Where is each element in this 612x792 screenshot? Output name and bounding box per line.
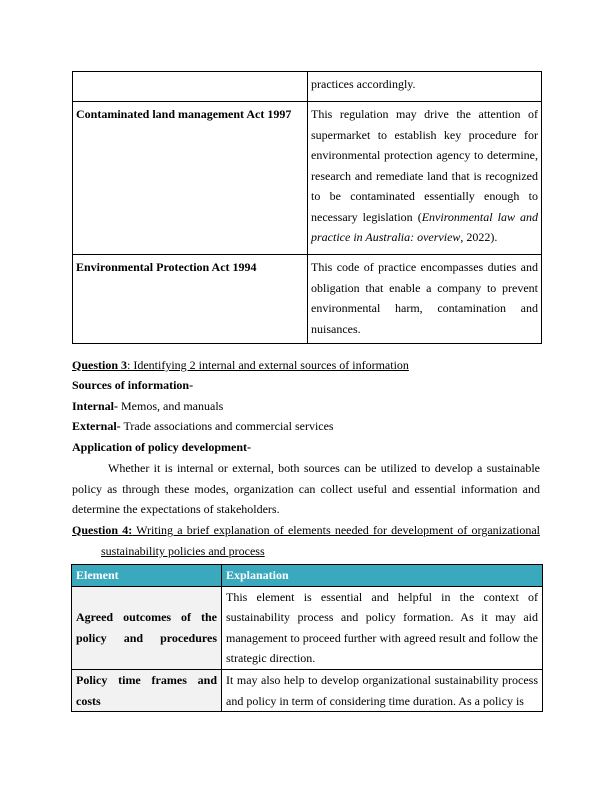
element-cell: Agreed outcomes of the policy and procedures [72,586,222,669]
question-title: Writing a brief explanation of elements needed for development of organizational [132,523,540,537]
question-title: : Identifying 2 internal and external sources of information [127,358,409,372]
column-header-explanation: Explanation [222,565,543,587]
citation-year: , 2022). [460,230,498,244]
internal-source-line [72,396,540,417]
table-row [73,72,542,102]
legislation-description-cell [308,102,542,255]
external-label: External- [72,419,121,433]
table-row [72,669,543,711]
question-4-heading-line2 [101,541,541,562]
legislation-name-cell: Contaminated land management Act 1997 [73,102,308,255]
explanation-cell: It may also help to develop organizational sustainability process and policy in term of considering time duration. As a policy is [222,669,543,711]
table-header-row [72,565,543,587]
legislation-description-cell: practices accordingly. [308,72,542,102]
sources-heading: Sources of information- [72,378,194,392]
legislation-description-cell: This code of practice encompasses duties and obligation that enable a company to prevent environmental harm, contamination and nuisances. [308,255,542,344]
external-text: Trade associations and commercial services [120,419,334,433]
table-row [73,255,542,344]
application-heading: Application of policy development- [72,440,251,454]
question-4-heading-line1 [72,520,540,541]
table-row [73,102,542,255]
question-title-continued: sustainability policies and process [101,544,265,558]
legislation-name-cell [73,72,308,102]
citation-title: Environmental law and practice in Australia: overview [311,209,538,244]
table-row [72,586,543,669]
explanation-cell: This element is essential and helpful in the context of sustainability process and policy formation. As it may aid management to proceed further with agreed result and follow the strategic direction. [222,586,543,669]
element-cell: Policy time frames and costs [72,669,222,711]
legislation-name-cell: Environmental Protection Act 1994 [73,255,308,344]
policy-elements-table [71,564,543,712]
question-3-heading [72,355,540,376]
internal-text: Memos, and manuals [118,399,224,413]
internal-label: Internal- [72,399,118,413]
application-paragraph: Whether it is internal or external, both sources can be utilized to develop a sustainable policy as through these modes, organization can collect useful and essential information and determine the expectations of stakeholders. [72,461,540,516]
column-header-element: Element [72,565,222,587]
external-source-line [72,416,540,437]
question-label: Question 3 [72,358,128,372]
question-label: Question 4: [72,523,133,537]
description-text: This regulation may drive the attention of supermarket to establish key procedure for environmental protection agency to determine, research and remediate land that is recognized to be contaminated essentially enough to necessary legislation ( [311,107,538,224]
legislation-table [72,71,542,344]
